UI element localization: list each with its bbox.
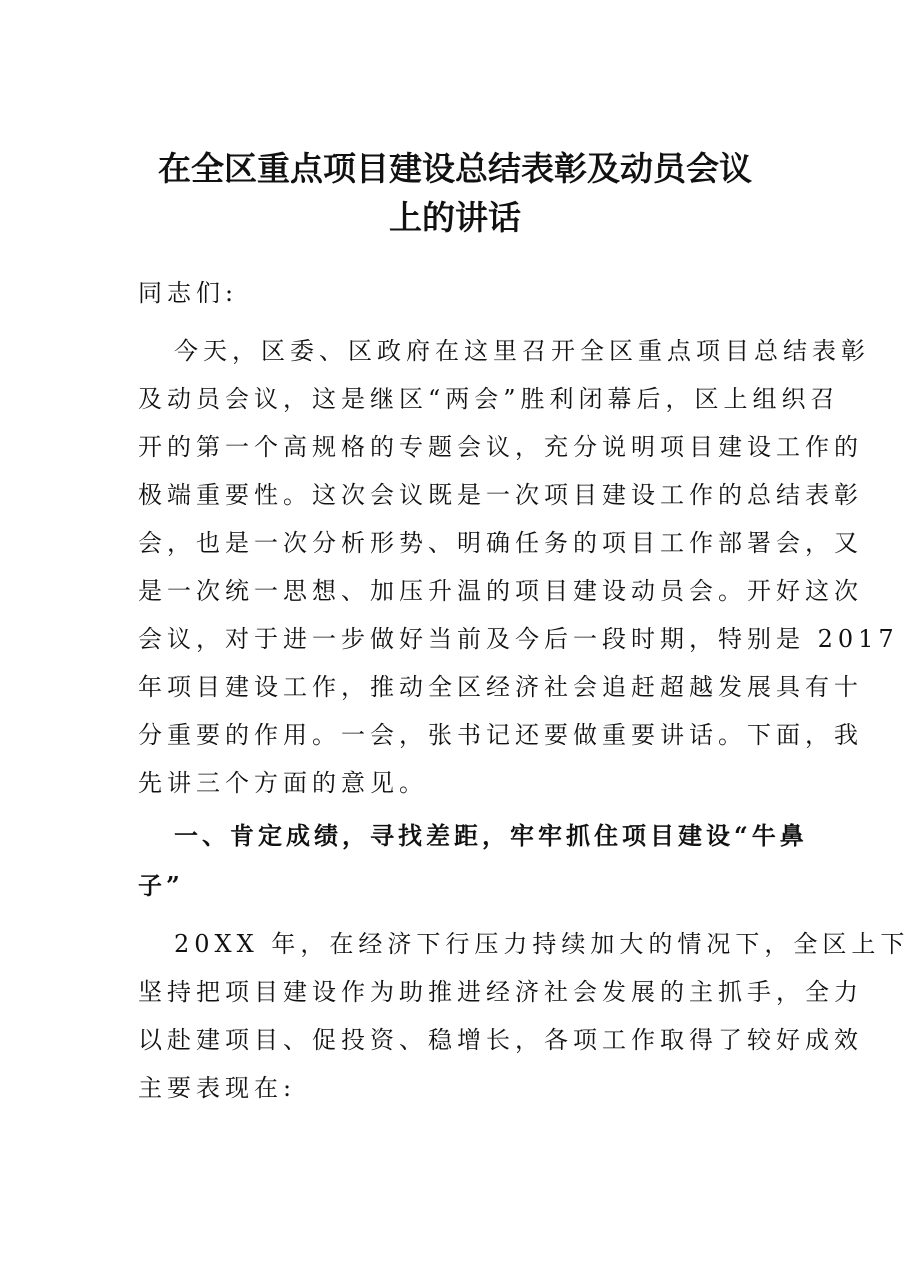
title-line: 上的讲话 [389,198,521,237]
heading-line: 一、肯定成绩，寻找差距，牢牢抓住项目建设“牛鼻 [174,821,808,850]
heading-line: 子” [138,871,184,900]
paragraph-line: 以赴建项目、促投资、稳增长，各项工作取得了较好成效 [138,1026,863,1054]
paragraph-line: 会议，对于进一步做好当前及今后一段时期，特别是 2017 [138,625,899,653]
title-line: 在全区重点项目建设总结表彰及动员会议 [158,149,752,188]
paragraph-line: 开的第一个高规格的专题会议，充分说明项目建设工作的 [138,433,863,461]
salutation: 同志们: [138,279,239,307]
paragraph-line: 坚持把项目建设作为助推进经济社会发展的主抓手，全力 [138,978,863,1006]
paragraph-line: 20XX 年，在经济下行压力持续加大的情况下，全区上下 [174,930,909,958]
paragraph-line: 及动员会议，这是继区“两会”胜利闭幕后，区上组织召 [138,385,840,413]
paragraph-opening [138,327,899,807]
paragraph-line: 年项目建设工作，推动全区经济社会追赶超越发展具有十 [138,673,863,701]
paragraph-achievements [138,920,909,1112]
paragraph-line: 主要表现在: [138,1074,297,1102]
document-title [120,144,790,242]
paragraph-line: 是一次统一思想、加压升温的项目建设动员会。开好这次 [138,577,863,605]
paragraph-line: 极端重要性。这次会议既是一次项目建设工作的总结表彰 [138,481,863,509]
paragraph-line: 先讲三个方面的意见。 [138,769,428,797]
paragraph-line: 分重要的作用。一会，张书记还要做重要讲话。下面，我 [138,721,863,749]
section-heading [138,811,808,911]
paragraph-line: 会，也是一次分析形势、明确任务的项目工作部署会，又 [138,529,863,557]
paragraph-line: 今天，区委、区政府在这里召开全区重点项目总结表彰 [174,337,870,365]
